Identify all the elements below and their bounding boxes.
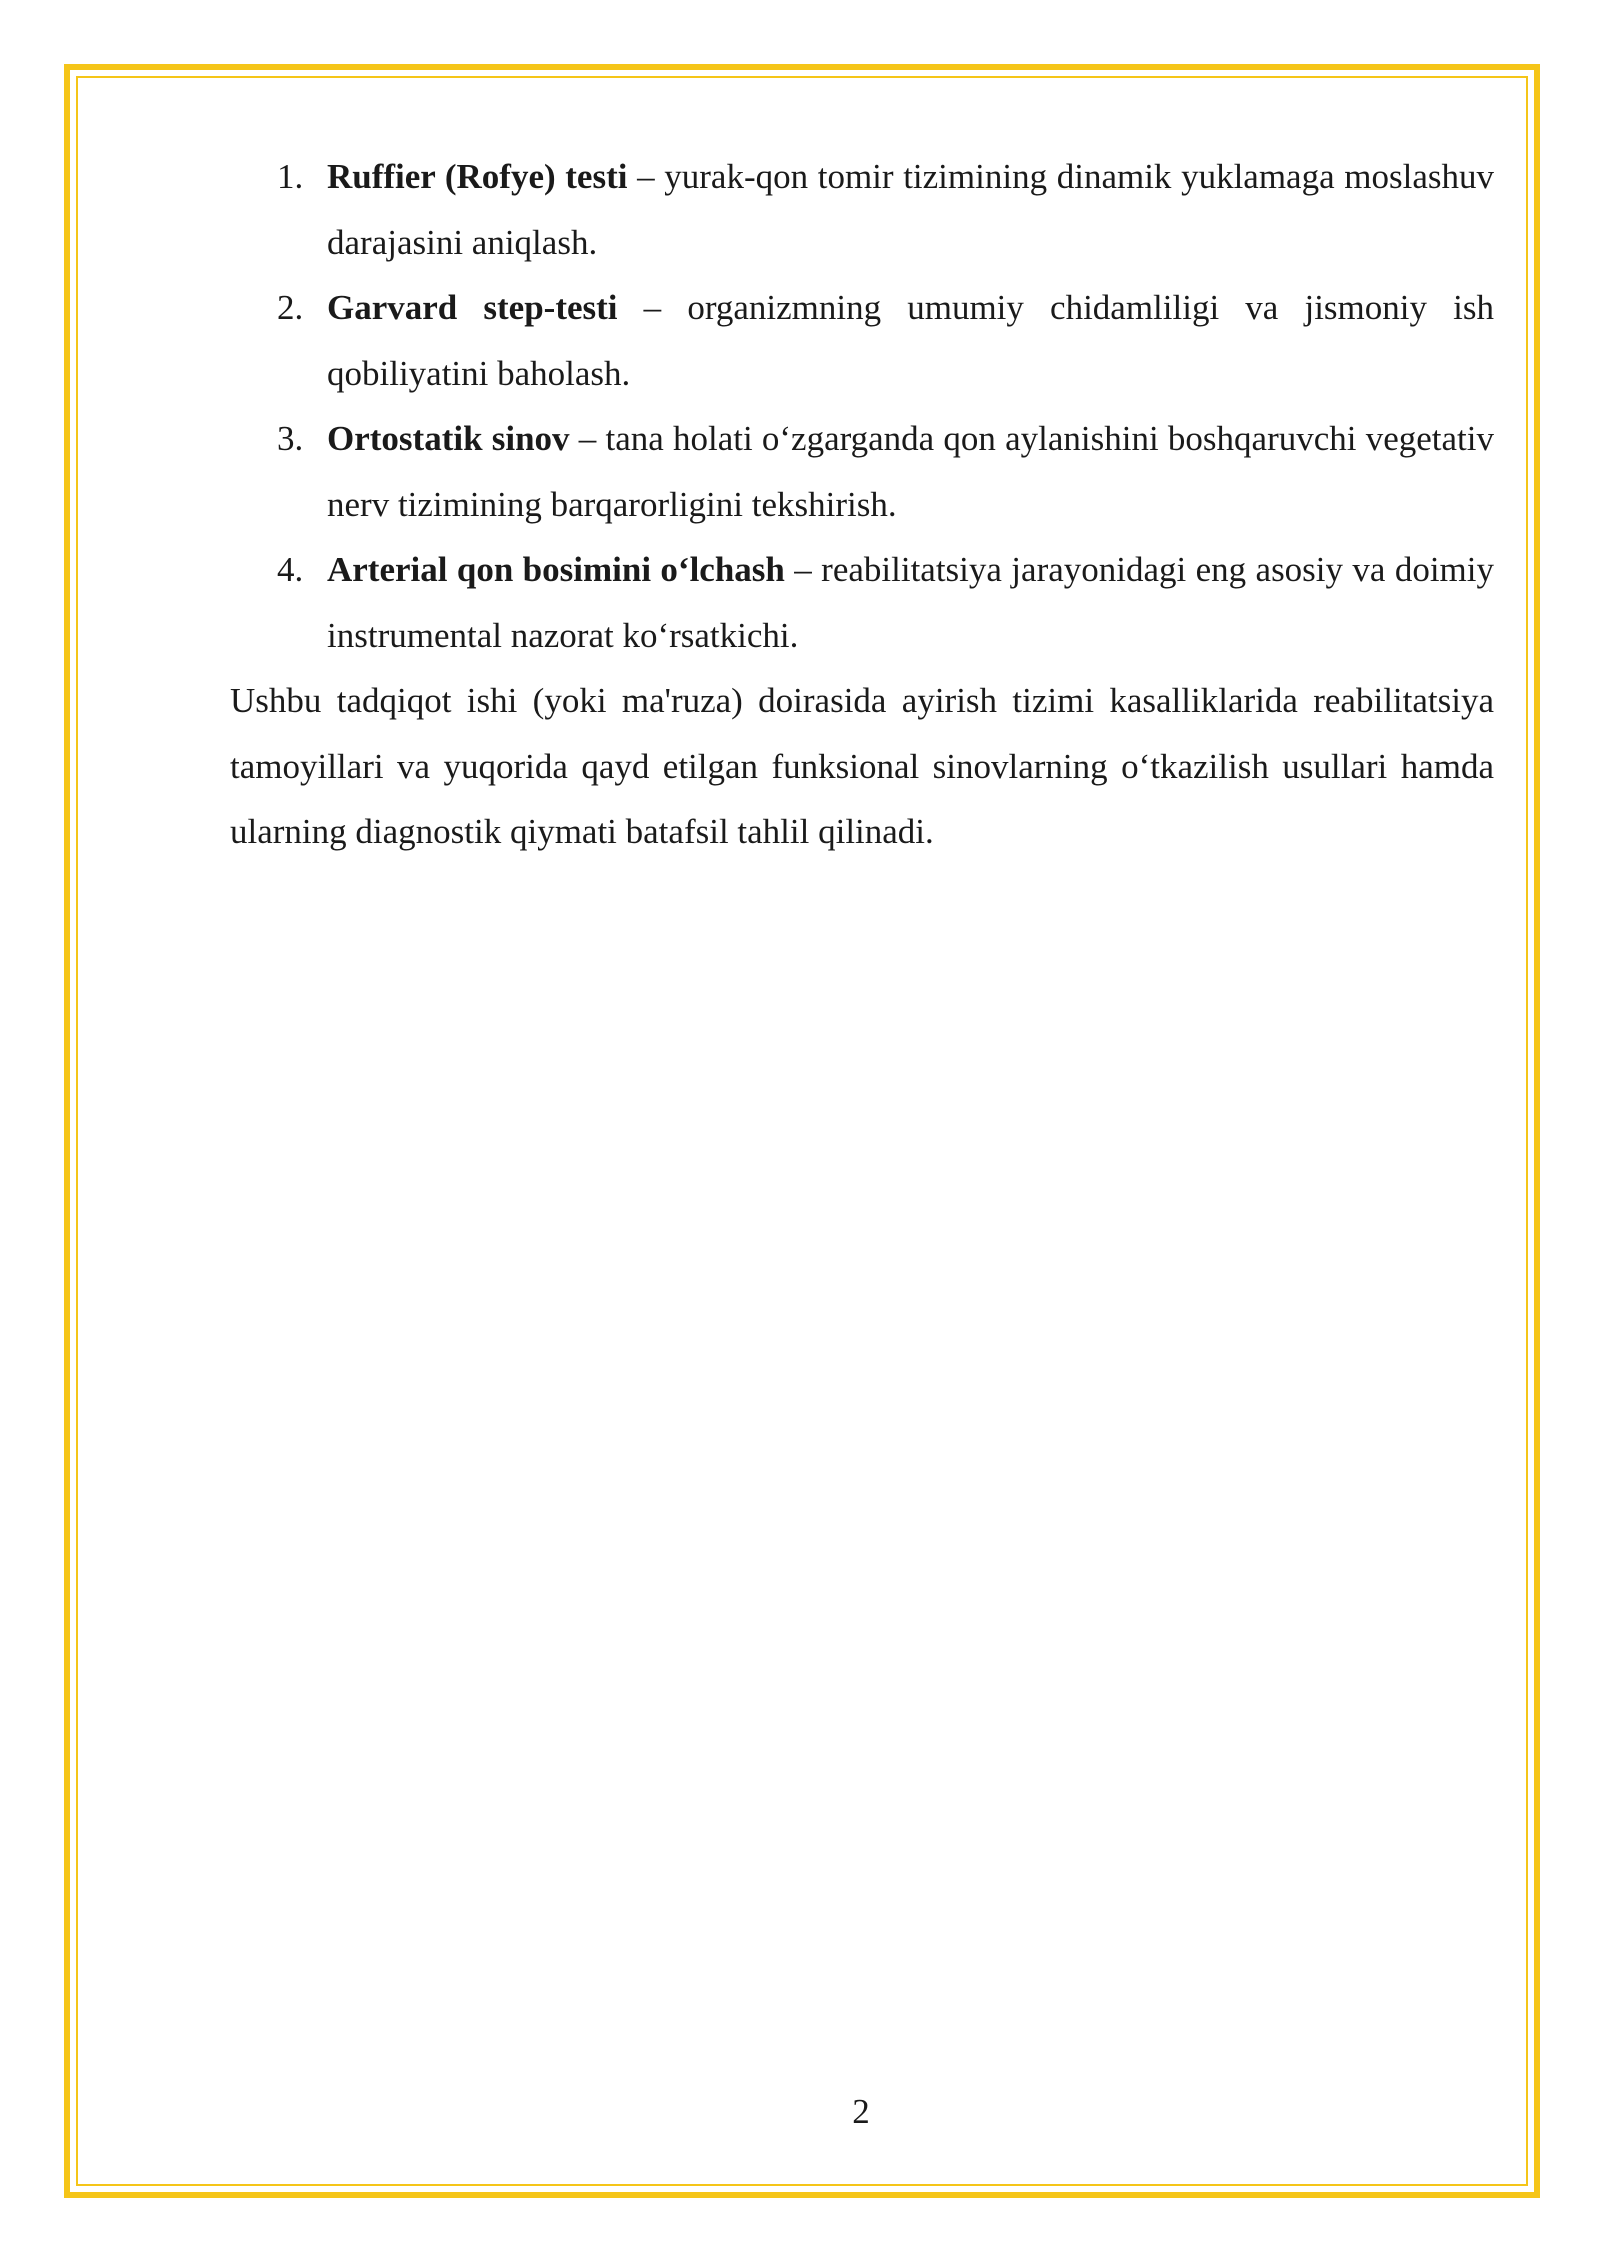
functional-tests-list (230, 144, 1494, 668)
summary-paragraph: Ushbu tadqiqot ishi (yoki ma'ruza) doirasida ayirish tizimi kasalliklarida reabilitatsiya tamoyillari va yuqorida qayd etilgan funksional sinovlarning o‘tkazilish usullari hamda ularning diagnostik qiymati batafsil tahlil qilinadi. (230, 681, 1494, 851)
list-item-text: – reabilitatsiya jarayonidagi eng asosiy va doimiy instrumental nazorat ko‘rsatkichi. (327, 550, 1494, 655)
list-item-text: – tana holati o‘zgarganda qon aylanishini boshqaruvchi vegetativ nerv tizimining barqarorligini tekshirish. (327, 419, 1494, 524)
list-item-number: 2. (277, 288, 304, 327)
page-number: 2 (852, 2092, 870, 2131)
list-item (230, 406, 1494, 537)
list-item-text: – yurak-qon tomir tizimining dinamik yuklamaga moslashuv darajasini aniqlash. (327, 157, 1494, 262)
list-item (230, 144, 1494, 275)
list-item (230, 537, 1494, 668)
list-item-title: Garvard step-testi (327, 288, 618, 327)
list-item-title: Ortostatik sinov (327, 419, 570, 458)
list-item (230, 275, 1494, 406)
list-item-number: 3. (277, 419, 304, 458)
document-body (230, 144, 1494, 865)
list-item-text: – organizmning umumiy chidamliligi va jismoniy ish qobiliyatini baholash. (327, 288, 1494, 393)
list-item-title: Ruffier (Rofye) testi (327, 157, 628, 196)
list-item-number: 4. (277, 550, 304, 589)
list-item-title: Arterial qon bosimini o‘lchash (327, 550, 785, 589)
list-item-number: 1. (277, 157, 304, 196)
